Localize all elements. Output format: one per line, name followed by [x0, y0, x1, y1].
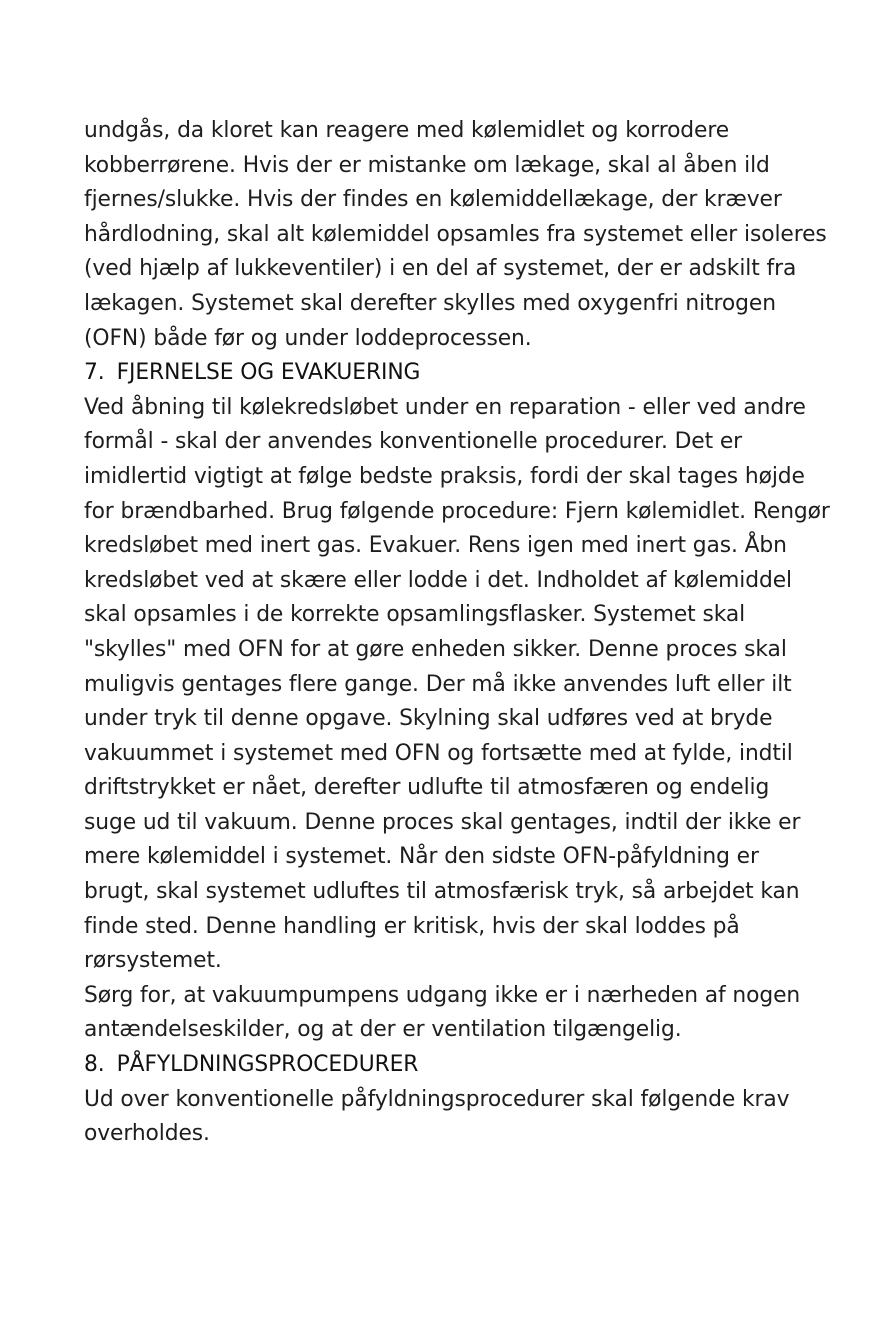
text-line: Sørg for, at vakuumpumpens udgang ikke er i nærheden af nogen	[84, 982, 801, 1008]
text-line: imidlertid vigtigt at følge bedste praksis, fordi der skal tages højde	[84, 463, 805, 489]
paragraph-charging-procedures	[84, 1083, 884, 1152]
text-line: fjernes/slukke. Hvis der findes en kølemiddellækage, der kræver	[84, 187, 782, 213]
paragraph-vacuum-pump	[84, 979, 884, 1048]
text-line: antændelseskilder, og at der er ventilation tilgængelig.	[84, 1017, 682, 1043]
text-line: kredsløbet ved at skære eller lodde i det. Indholdet af kølemiddel	[84, 567, 793, 593]
paragraph-removal-evacuation	[84, 391, 884, 979]
text-line: kobberrørene. Hvis der er mistanke om lækage, skal al åben ild	[84, 152, 770, 178]
section-title: FJERNELSE OG EVAKUERING	[116, 360, 421, 386]
text-line: brugt, skal systemet udluftes til atmosfærisk tryk, så arbejdet kan	[84, 879, 800, 905]
text-line: hårdlodning, skal alt kølemiddel opsamles fra systemet eller isoleres	[84, 221, 827, 247]
text-line: driftstrykket er nået, derefter udlufte til atmosfæren og endelig	[84, 775, 770, 801]
text-line: kredsløbet med inert gas. Evakuer. Rens igen med inert gas. Åbn	[84, 533, 787, 559]
section-number: 8.	[84, 1052, 105, 1078]
document-page	[84, 114, 884, 1152]
text-line: formål - skal der anvendes konventionelle procedurer. Det er	[84, 429, 743, 455]
text-line: finde sted. Denne handling er kritisk, hvis der skal loddes på	[84, 913, 740, 939]
section-title: PÅFYLDNINGSPROCEDURER	[116, 1052, 419, 1078]
text-line: skal opsamles i de korrekte opsamlingsflasker. Systemet skal	[84, 602, 746, 628]
paragraph-chlorine-brazing	[84, 114, 884, 356]
text-line: lækagen. Systemet skal derefter skylles med oxygenfri nitrogen	[84, 290, 776, 316]
text-line: Ved åbning til kølekredsløbet under en reparation - eller ved andre	[84, 394, 806, 420]
text-line: muligvis gentages flere gange. Der må ikke anvendes luft eller ilt	[84, 671, 792, 697]
text-line: rørsystemet.	[84, 948, 222, 974]
section-heading-8	[84, 1048, 884, 1083]
section-number: 7.	[84, 360, 105, 386]
text-line: mere kølemiddel i systemet. Når den sidste OFN-påfyldning er	[84, 844, 759, 870]
text-line: overholdes.	[84, 1121, 210, 1147]
text-line: suge ud til vakuum. Denne proces skal gentages, indtil der ikke er	[84, 809, 801, 835]
text-line: "skylles" med OFN for at gøre enheden sikker. Denne proces skal	[84, 636, 787, 662]
text-line: for brændbarhed. Brug følgende procedure: Fjern kølemidlet. Rengør	[84, 498, 830, 524]
text-line: (OFN) både før og under loddeprocessen.	[84, 325, 532, 351]
section-heading-7	[84, 356, 884, 391]
text-line: Ud over konventionelle påfyldningsprocedurer skal følgende krav	[84, 1086, 790, 1112]
text-line: vakuummet i systemet med OFN og fortsætte med at fylde, indtil	[84, 740, 793, 766]
text-line: (ved hjælp af lukkeventiler) i en del af systemet, der er adskilt fra	[84, 256, 797, 282]
text-line: under tryk til denne opgave. Skylning skal udføres ved at bryde	[84, 706, 773, 732]
text-line: undgås, da kloret kan reagere med kølemidlet og korrodere	[84, 118, 730, 143]
